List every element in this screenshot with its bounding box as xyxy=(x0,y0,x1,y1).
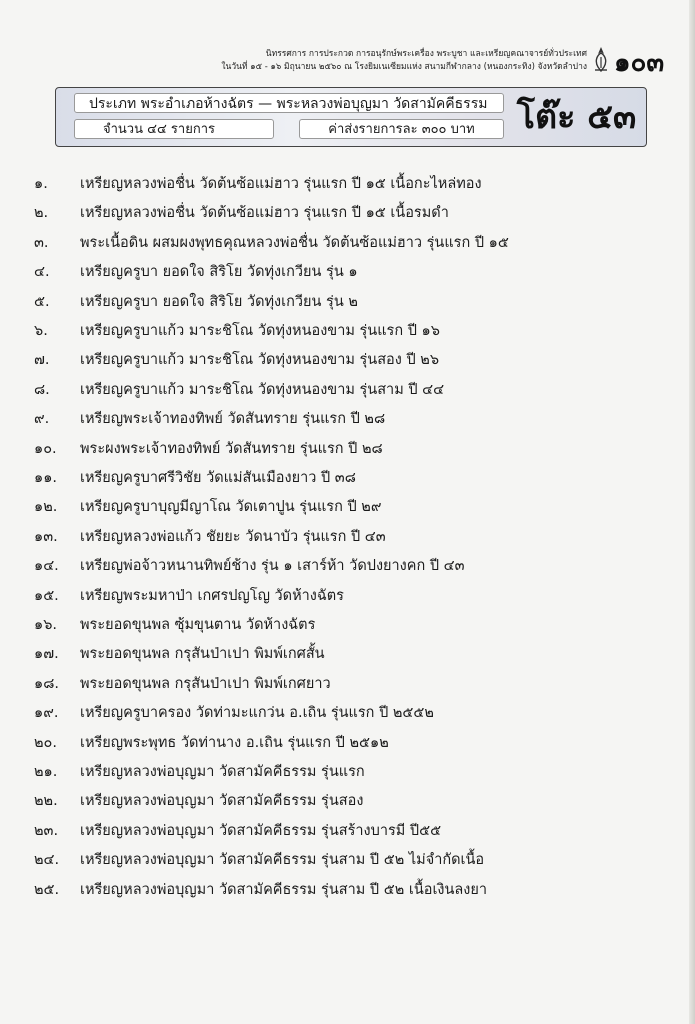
list-item xyxy=(0,406,695,432)
item-text: พระยอดขุนพล กรุสันป่าเปา พิมพ์เกศยาว xyxy=(80,675,331,692)
item-number: ๔. xyxy=(34,264,50,281)
item-number: ๑๗. xyxy=(34,646,59,663)
item-text: เหรียญหลวงพ่อบุญมา วัดสามัคคีธรรม รุ่นสอง xyxy=(80,793,364,810)
list-item xyxy=(0,877,695,903)
category-title-box xyxy=(55,87,647,147)
item-number: ๑๑. xyxy=(34,470,58,486)
list-item xyxy=(0,788,695,814)
item-text: เหรียญครูบาครอง วัดท่ามะแกว่น อ.เถิน รุ่นแรก ปี ๒๕๕๒ xyxy=(80,705,434,722)
list-item xyxy=(0,347,695,373)
list-item xyxy=(0,494,695,520)
item-number: ๑๕. xyxy=(34,587,59,604)
item-text: เหรียญหลวงพ่อชื่น วัดต้นซ้อแม่ฮาว รุ่นแรก ปี ๑๕ เนื้อรมดำ xyxy=(80,205,449,222)
item-text: พระเนื้อดิน ผสมผงพุทธคุณหลวงพ่อชื่น วัดต้นซ้อแม่ฮาว รุ่นแรก ปี ๑๕ xyxy=(80,234,509,251)
item-text: เหรียญครูบาศรีวิชัย วัดแม่สันเมืองยาว ปี ๓๘ xyxy=(80,470,356,486)
item-number: ๒๒. xyxy=(34,793,58,810)
item-number: ๑๓. xyxy=(34,528,58,545)
item-number: ๑๔. xyxy=(34,558,59,575)
list-item xyxy=(0,465,695,491)
list-item xyxy=(0,612,695,638)
item-number: ๑. xyxy=(34,176,48,192)
item-text: เหรียญพ่อจ้าวหนานทิพย์ช้าง รุ่น ๑ เสาร์ห้า วัดปงยางคก ปี ๔๓ xyxy=(80,558,465,575)
item-text: เหรียญหลวงพ่อบุญมา วัดสามัคคีธรรม รุ่นสาม ปี ๕๒ ไม่จำกัดเนื้อ xyxy=(80,852,485,869)
item-text: พระยอดขุนพล กรุสันป่าเปา พิมพ์เกศสั้น xyxy=(80,646,325,663)
list-item xyxy=(0,818,695,844)
item-text: เหรียญพระมหาป่า เกศรปญโญ วัดห้างฉัตร xyxy=(80,587,344,604)
entry-fee: ค่าส่งรายการละ ๓๐๐ บาท xyxy=(299,119,504,139)
item-text: เหรียญครูบาแก้ว มาระชิโณ วัดทุ่งหนองขาม รุ่นแรก ปี ๑๖ xyxy=(80,323,440,339)
item-number: ๓. xyxy=(34,234,49,251)
list-item xyxy=(0,259,695,285)
list-item xyxy=(0,671,695,697)
event-title: นิทรรศการ การประกวด การอนุรักษ์พระเครื่อง พระบูชา และเหรียญคณาจารย์ทั่วประเทศ xyxy=(265,49,587,59)
item-text: เหรียญครูบา ยอดใจ สิริโย วัดทุ่งเกวียน รุ่น ๒ xyxy=(80,293,358,310)
list-item xyxy=(0,171,695,197)
item-number: ๒๓. xyxy=(34,822,59,839)
emblem-icon xyxy=(592,46,610,72)
item-number: ๒. xyxy=(34,205,49,222)
item-text: เหรียญครูบา ยอดใจ สิริโย วัดทุ่งเกวียน รุ่น ๑ xyxy=(80,264,358,281)
category-title: ประเภท พระอำเภอห้างฉัตร — พระหลวงพ่อบุญมา วัดสามัคคีธรรม xyxy=(74,93,504,113)
list-item xyxy=(0,583,695,609)
list-item xyxy=(0,318,695,344)
item-text: เหรียญหลวงพ่อบุญมา วัดสามัคคีธรรม รุ่นสร้างบารมี ปี๕๕ xyxy=(80,822,442,839)
item-number: ๑๒. xyxy=(34,499,58,516)
item-number: ๑๐. xyxy=(34,440,57,457)
item-text: เหรียญพระพุทธ วัดท่านาง อ.เถิน รุ่นแรก ปี ๒๕๑๒ xyxy=(80,734,389,751)
page-header xyxy=(0,40,695,90)
item-text: เหรียญครูบาแก้ว มาระชิโณ วัดทุ่งหนองขาม รุ่นสาม ปี ๔๔ xyxy=(80,381,445,398)
item-number: ๒๐. xyxy=(34,734,58,751)
item-number: ๒๕. xyxy=(34,881,60,898)
item-text: เหรียญครูบาแก้ว มาระชิโณ วัดทุ่งหนองขาม รุ่นสอง ปี ๒๖ xyxy=(80,352,440,369)
item-number: ๘. xyxy=(34,381,50,398)
page-number: ๑๐๓ xyxy=(614,48,665,78)
list-item xyxy=(0,641,695,667)
item-text: เหรียญหลวงพ่อแก้ว ชัยยะ วัดนาบัว รุ่นแรก ปี ๔๓ xyxy=(80,528,386,545)
list-item xyxy=(0,289,695,315)
item-number: ๗. xyxy=(34,352,50,369)
item-text: พระผงพระเจ้าทองทิพย์ วัดสันทราย รุ่นแรก ปี ๒๘ xyxy=(80,440,383,457)
item-text: เหรียญหลวงพ่อชื่น วัดต้นซ้อแม่ฮาว รุ่นแรก ปี ๑๕ เนื้อกะไหล่ทอง xyxy=(80,176,482,192)
list-item xyxy=(0,553,695,579)
list-item xyxy=(0,524,695,550)
item-text: เหรียญพระเจ้าทองทิพย์ วัดสันทราย รุ่นแรก ปี ๒๘ xyxy=(80,411,386,428)
item-text: เหรียญหลวงพ่อบุญมา วัดสามัคคีธรรม รุ่นสาม ปี ๕๒ เนื้อเงินลงยา xyxy=(80,881,487,898)
list-item xyxy=(0,700,695,726)
list-item xyxy=(0,436,695,462)
list-item xyxy=(0,200,695,226)
item-text: เหรียญหลวงพ่อบุญมา วัดสามัคคีธรรม รุ่นแรก xyxy=(80,764,365,780)
item-number: ๙. xyxy=(34,411,50,428)
list-item xyxy=(0,730,695,756)
item-number: ๖. xyxy=(34,323,48,339)
item-number: ๑๘. xyxy=(34,675,59,692)
item-number: ๒๔. xyxy=(34,852,60,869)
event-date-venue: ในวันที่ ๑๕ - ๑๖ มิถุนายน ๒๕๖๐ ณ โรงยิมเนเซียมแห่ง สนามกีฬากลาง (หนองกระทิง) จังหวัดลำปาง xyxy=(221,62,587,72)
item-number: ๑๙. xyxy=(34,705,59,722)
table-number: โต๊ะ ๕๓ xyxy=(516,97,637,137)
list-item xyxy=(0,377,695,403)
list-item xyxy=(0,847,695,873)
item-text: พระยอดขุนพล ซุ้มขุนตาน วัดห้างฉัตร xyxy=(80,617,316,633)
list-item xyxy=(0,230,695,256)
item-count: จำนวน ๔๔ รายการ xyxy=(74,119,274,139)
item-number: ๑๖. xyxy=(34,617,58,633)
item-number: ๒๑. xyxy=(34,764,58,780)
list-item xyxy=(0,759,695,785)
item-text: เหรียญครูบาบุญมีญาโณ วัดเตาปูน รุ่นแรก ปี ๒๙ xyxy=(80,499,382,516)
item-number: ๕. xyxy=(34,293,50,310)
